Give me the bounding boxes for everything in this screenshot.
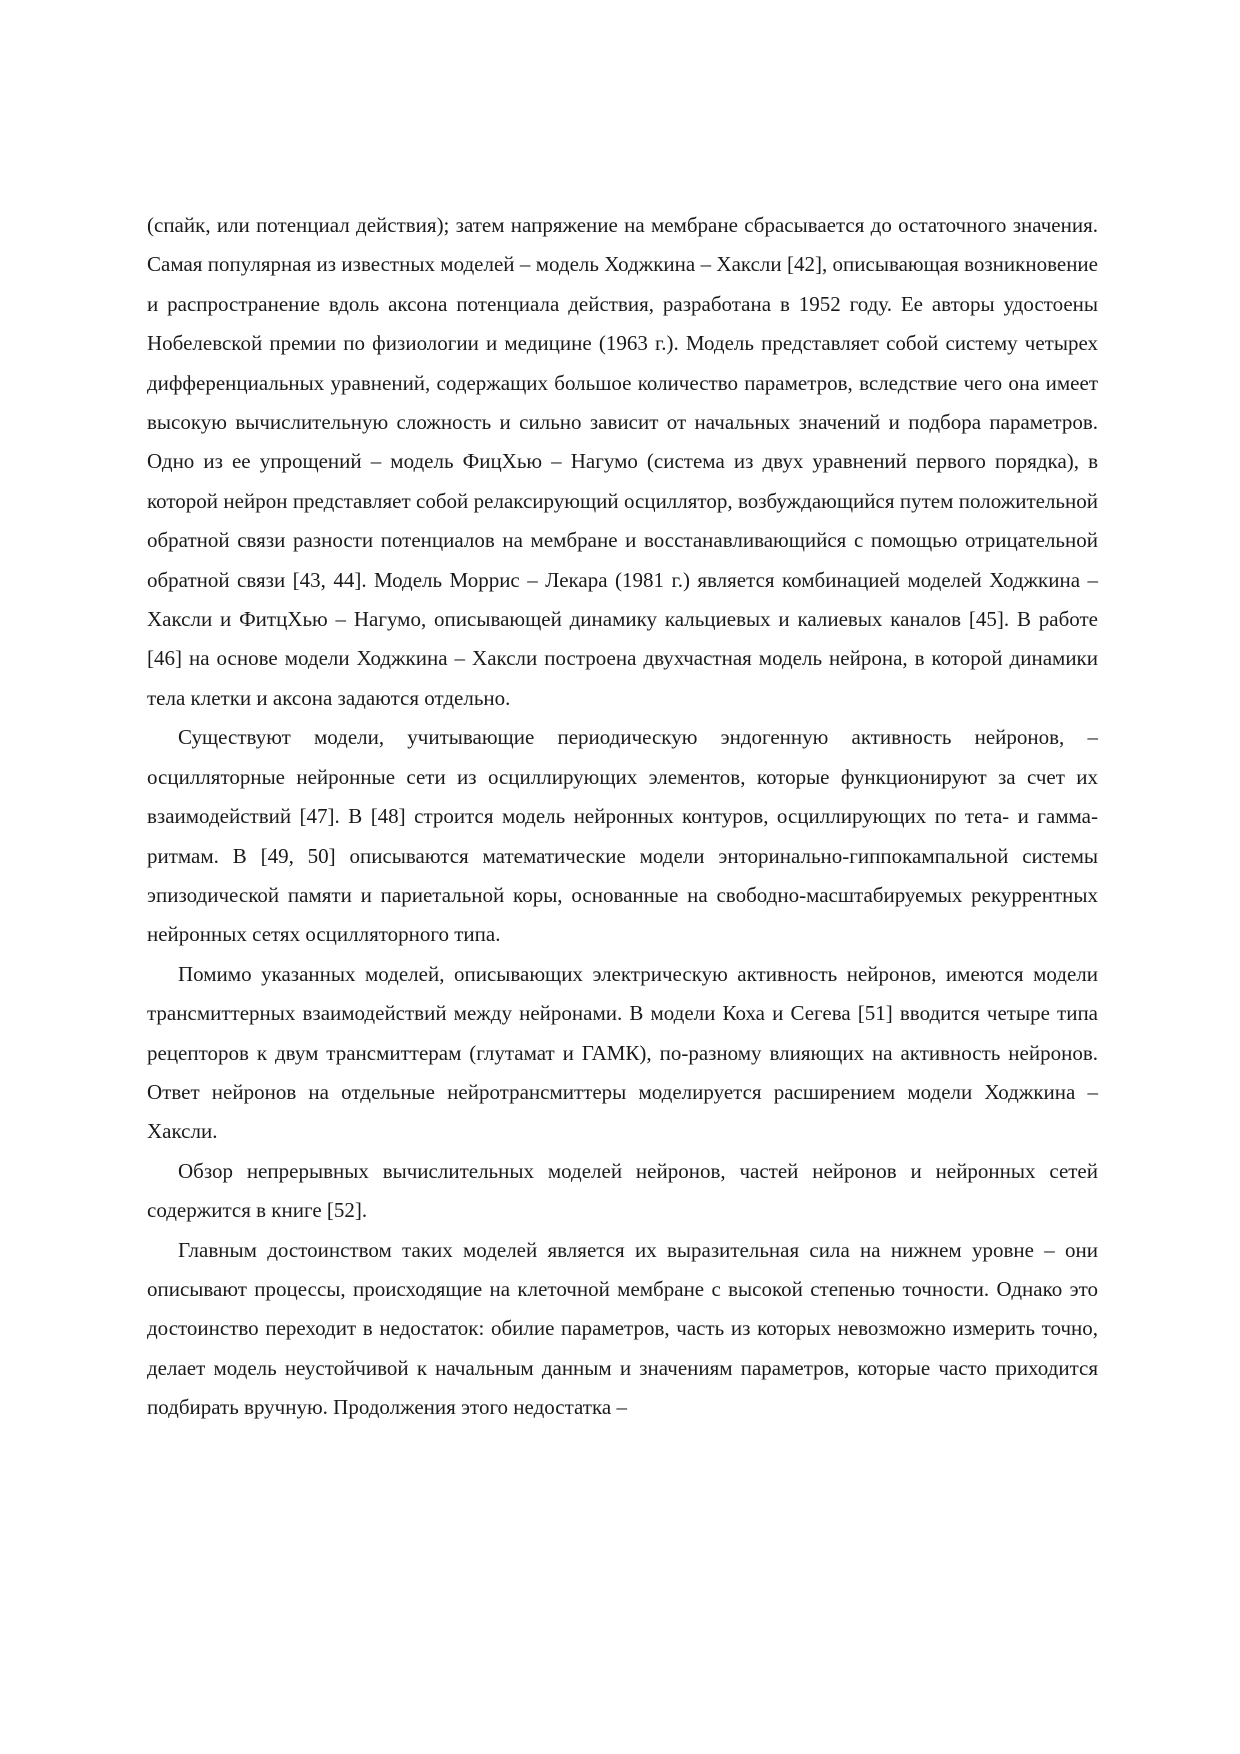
paragraph-4: Обзор непрерывных вычислительных моделей нейронов, частей нейронов и нейронных сетей содержится в книге [52]. [147,1158,1098,1223]
paragraph-1: (спайк, или потенциал действия); затем напряжение на мембране сбрасывается до остаточного значения. Самая популярная из известных моделей – модель Ходжкина – Хаксли [42], описывающая возникновение и распространение вдоль аксона потенциала действия, разработана в 1952 году. Ее авторы удостоены Нобелевской премии по физиологии и медицине (1963 г.). Модель представляет собой систему четырех дифференциальных уравнений, содержащих большое количество параметров, вследствие чего она имеет высокую вычислительную сложность и сильно зависит от начальных значений и подбора параметров. Одно из ее упрощений – модель ФицХью – Нагумо (система из двух уравнений первого порядка), в которой нейрон представляет собой релаксирующий осциллятор, возбуждающийся путем положительной обратной связи разности потенциалов на мембране и восстанавливающийся с помощью отрицательной обратной связи [43, 44]. Модель Моррис – Лекара (1981 г.) является комбинацией моделей Ходжкина – Хаксли и ФитцХью – Нагумо, описывающей динамику кальциевых и калиевых каналов [45]. В работе [46] на основе модели Ходжкина – Хаксли построена двухчастная модель нейрона, в которой динамики тела клетки и аксона задаются отдельно. [147,213,1098,710]
body-text [147,206,1098,1428]
paragraph-5: Главным достоинством таких моделей является их выразительная сила на нижнем уровне – они описывают процессы, происходящие на клеточной мембране с высокой степенью точности. Однако это достоинство переходит в недостаток: обилие параметров, часть из которых невозможно измерить точно, делает модель неустойчивой к начальным данным и значениям параметров, которые часто приходится подбирать вручную. Продолжения этого недостатка – [147,1237,1098,1420]
paragraph-3: Помимо указанных моделей, описывающих электрическую активность нейронов, имеются модели трансмиттерных взаимодействий между нейронами. В модели Коха и Сегева [51] вводится четыре типа рецепторов к двум трансмиттерам (глутамат и ГАМК), по-разному влияющих на активность нейронов. Ответ нейронов на отдельные нейротрансмиттеры моделируется расширением модели Ходжкина – Хаксли. [147,961,1098,1144]
paragraph-2: Существуют модели, учитывающие периодическую эндогенную активность нейронов, – осцилляторные нейронные сети из осциллирующих элементов, которые функционируют за счет их взаимодействий [47]. В [48] строится модель нейронных контуров, осциллирующих по тета- и гамма-ритмам. В [49, 50] описываются математические модели энторинально-гиппокампальной системы эпизодической памяти и париетальной коры, основанные на свободно-масштабируемых рекуррентных нейронных сетях осцилляторного типа. [147,725,1098,947]
